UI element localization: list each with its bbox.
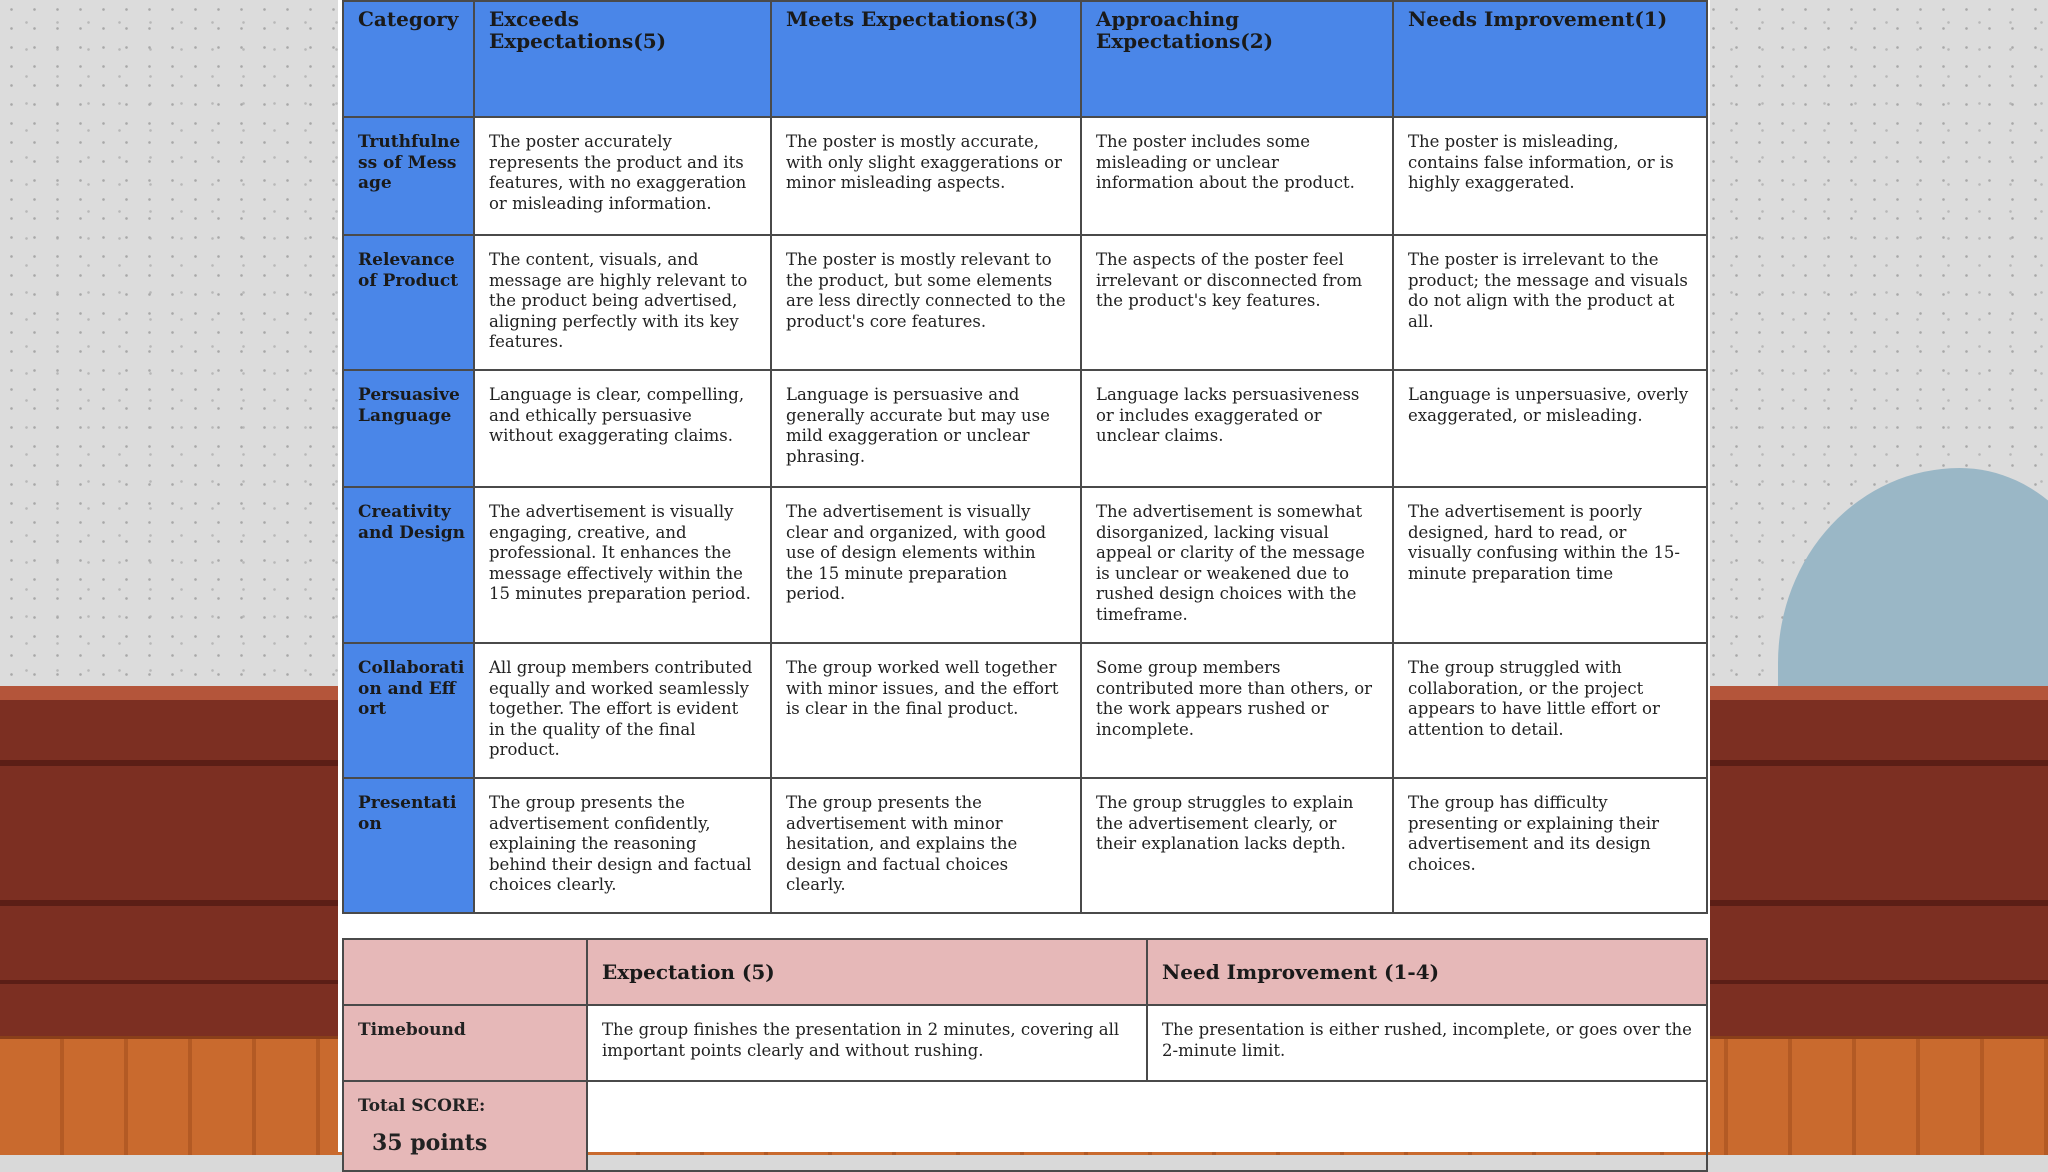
rubric-header-row <box>343 1 1707 117</box>
table-cell: The poster is misleading, contains false information, or is highly exaggerated. <box>1393 117 1707 235</box>
table-row <box>343 778 1707 913</box>
table-cell: All group members contributed equally and worked seamlessly together. The effort is evident in the quality of the final product. <box>474 643 771 778</box>
table-cell: Language is clear, compelling, and ethically persuasive without exaggerating claims. <box>474 370 771 487</box>
table-row <box>343 643 1707 778</box>
table-cell: The presentation is either rushed, incomplete, or goes over the 2-minute limit. <box>1147 1005 1707 1081</box>
timebound-header-row <box>343 939 1707 1005</box>
table-cell: The aspects of the poster feel irrelevant or disconnected from the product's key features. <box>1081 235 1393 370</box>
total-score-empty <box>587 1081 1707 1171</box>
row-category: Relevance of Product <box>343 235 474 370</box>
background-cabinet-left <box>0 686 340 1050</box>
table-cell: The advertisement is somewhat disorganized, lacking visual appeal or clarity of the message is unclear or weakened due to rushed design choices with the timeframe. <box>1081 487 1393 643</box>
table-cell: The group struggled with collaboration, or the project appears to have little effort or attention to detail. <box>1393 643 1707 778</box>
table-cell: The poster is mostly accurate, with only slight exaggerations or minor misleading aspects. <box>771 117 1081 235</box>
row-category: Creativity and Design <box>343 487 474 643</box>
rubric-document <box>338 0 1710 1156</box>
table-row <box>343 1005 1707 1081</box>
timebound-table <box>342 938 1708 1172</box>
total-score-label: Total SCORE: <box>358 1096 486 1116</box>
row-category: Presentation <box>343 778 474 913</box>
table-cell: The group has difficulty presenting or explaining their advertisement and its design choices. <box>1393 778 1707 913</box>
table-cell: Language is persuasive and generally accurate but may use mild exaggeration or unclear phrasing. <box>771 370 1081 487</box>
header-need-improvement: Need Improvement (1-4) <box>1147 939 1707 1005</box>
total-score-points: 35 points <box>372 1129 488 1156</box>
table-cell: The group presents the advertisement with minor hesitation, and explains the design and factual choices clearly. <box>771 778 1081 913</box>
timebound-header-empty <box>343 939 587 1005</box>
total-score-row <box>343 1081 1707 1171</box>
header-expectation: Expectation (5) <box>587 939 1147 1005</box>
total-score-cell <box>343 1081 587 1171</box>
header-exceeds: Exceeds Expectations(5) <box>474 1 771 117</box>
table-cell: The group struggles to explain the advertisement clearly, or their explanation lacks depth. <box>1081 778 1393 913</box>
background-cabinet-right <box>1710 686 2048 1050</box>
row-category: Truthfulness of Message <box>343 117 474 235</box>
table-cell: The group presents the advertisement confidently, explaining the reasoning behind their design and factual choices clearly. <box>474 778 771 913</box>
table-cell: Language is unpersuasive, overly exaggerated, or misleading. <box>1393 370 1707 487</box>
table-cell: The poster is mostly relevant to the product, but some elements are less directly connected to the product's core features. <box>771 235 1081 370</box>
table-cell: The poster is irrelevant to the product; the message and visuals do not align with the product at all. <box>1393 235 1707 370</box>
table-cell: The poster accurately represents the product and its features, with no exaggeration or misleading information. <box>474 117 771 235</box>
table-row <box>343 487 1707 643</box>
row-category: Collaboration and Effort <box>343 643 474 778</box>
table-cell: The advertisement is visually engaging, creative, and professional. It enhances the message effectively within the 15 minutes preparation period. <box>474 487 771 643</box>
table-cell: Language lacks persuasiveness or includes exaggerated or unclear claims. <box>1081 370 1393 487</box>
table-cell: Some group members contributed more than others, or the work appears rushed or incomplete. <box>1081 643 1393 778</box>
table-row <box>343 235 1707 370</box>
header-needs-improvement: Needs Improvement(1) <box>1393 1 1707 117</box>
table-row <box>343 117 1707 235</box>
header-meets: Meets Expectations(3) <box>771 1 1081 117</box>
timebound-label: Timebound <box>343 1005 587 1081</box>
table-row <box>343 370 1707 487</box>
table-cell: The advertisement is visually clear and organized, with good use of design elements within the 15 minute preparation period. <box>771 487 1081 643</box>
table-cell: The advertisement is poorly designed, hard to read, or visually confusing within the 15-minute preparation time <box>1393 487 1707 643</box>
table-cell: The group finishes the presentation in 2 minutes, covering all important points clearly and without rushing. <box>587 1005 1147 1081</box>
row-category: Persuasive Language <box>343 370 474 487</box>
rubric-table <box>342 0 1708 914</box>
table-cell: The content, visuals, and message are highly relevant to the product being advertised, aligning perfectly with its key features. <box>474 235 771 370</box>
header-category: Category <box>343 1 474 117</box>
header-approaching: Approaching Expectations(2) <box>1081 1 1393 117</box>
table-cell: The poster includes some misleading or unclear information about the product. <box>1081 117 1393 235</box>
table-cell: The group worked well together with minor issues, and the effort is clear in the final product. <box>771 643 1081 778</box>
